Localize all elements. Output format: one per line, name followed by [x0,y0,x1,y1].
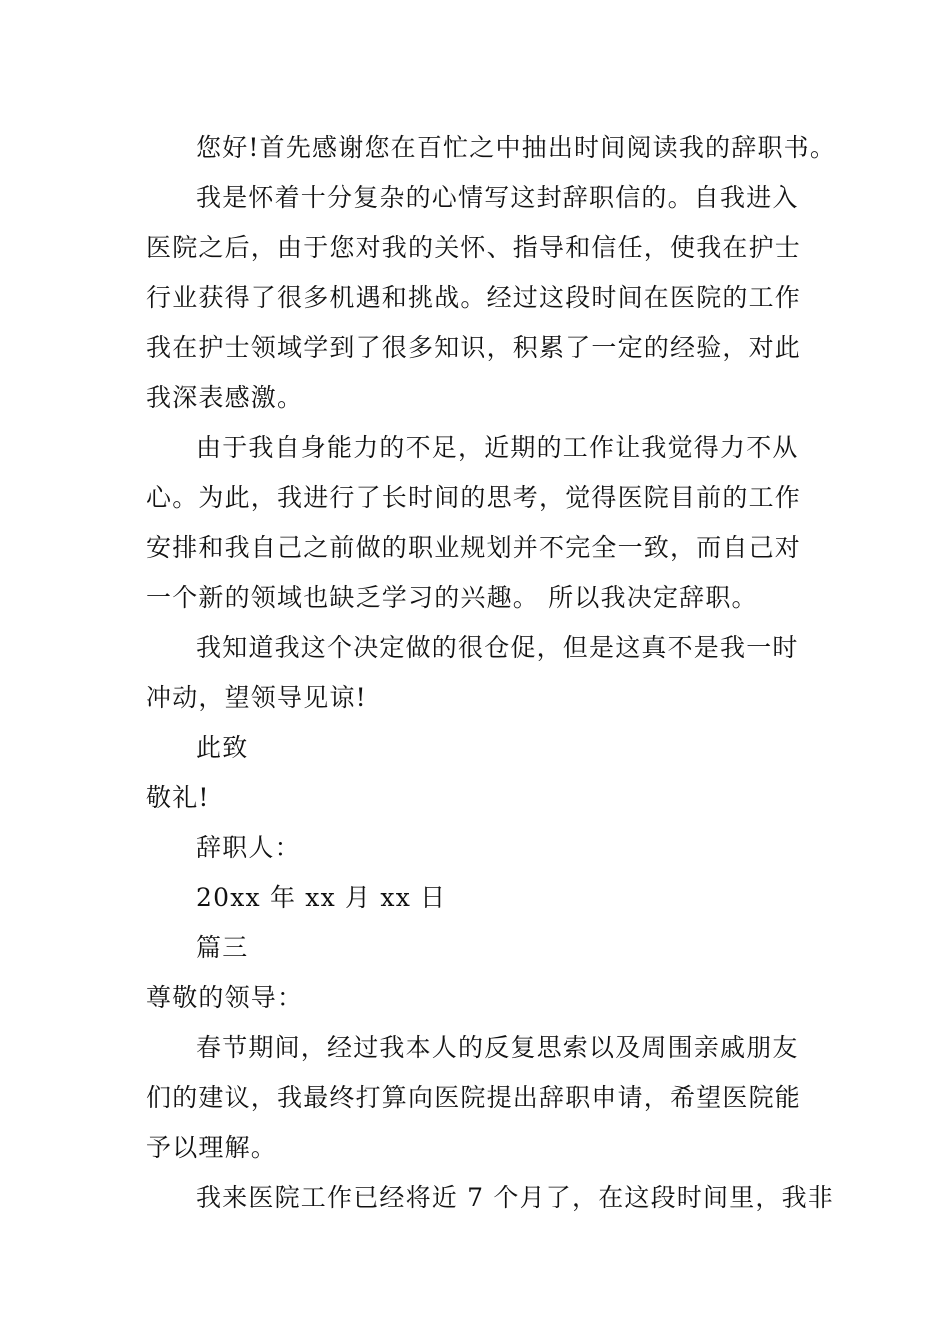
text-line: 我深表感激。 [146,383,304,412]
text-line: 冲动，望领导见谅! [146,683,367,712]
text-line: 医院之后，由于您对我的关怀、指导和信任，使我在护士 [146,233,802,262]
text-line: 由于我自身能力的不足，近期的工作让我觉得力不从 [196,433,799,462]
salutation: 敬礼! [146,783,210,812]
text-line: 行业获得了很多机遇和挑战。经过这段时间在医院的工作 [146,283,802,312]
text-line: 一个新的领域也缺乏学习的兴趣。 所以我决定辞职。 [146,583,758,612]
text-line: 予以理解。 [146,1133,278,1162]
closing-phrase: 此致 [196,733,249,762]
text-line: 安排和我自己之前做的职业规划并不完全一致，而自己对 [146,533,802,562]
text-line: 我是怀着十分复杂的心情写这封辞职信的。自我进入 [196,183,799,212]
text-line: 我在护士领域学到了很多知识，积累了一定的经验，对此 [146,333,802,362]
greeting: 尊敬的领导： [146,983,304,1012]
text-line: 我知道我这个决定做的很仓促，但是这真不是我一时 [196,633,799,662]
text-line: 我来医院工作已经将近 7 个月了，在这段时间里，我非 [196,1183,835,1212]
section-heading: 篇三 [196,933,249,962]
text-line: 春节期间，经过我本人的反复思索以及周围亲戚朋友 [196,1033,799,1062]
text-line: 您好!首先感谢您在百忙之中抽出时间阅读我的辞职书。 [196,133,837,162]
date-line: 20xx 年 xx 月 xx 日 [196,883,447,912]
text-line: 心。为此，我进行了长时间的思考，觉得医院目前的工作 [146,483,802,512]
signer-label: 辞职人： [196,833,301,862]
text-line: 们的建议，我最终打算向医院提出辞职申请，希望医院能 [146,1083,802,1112]
